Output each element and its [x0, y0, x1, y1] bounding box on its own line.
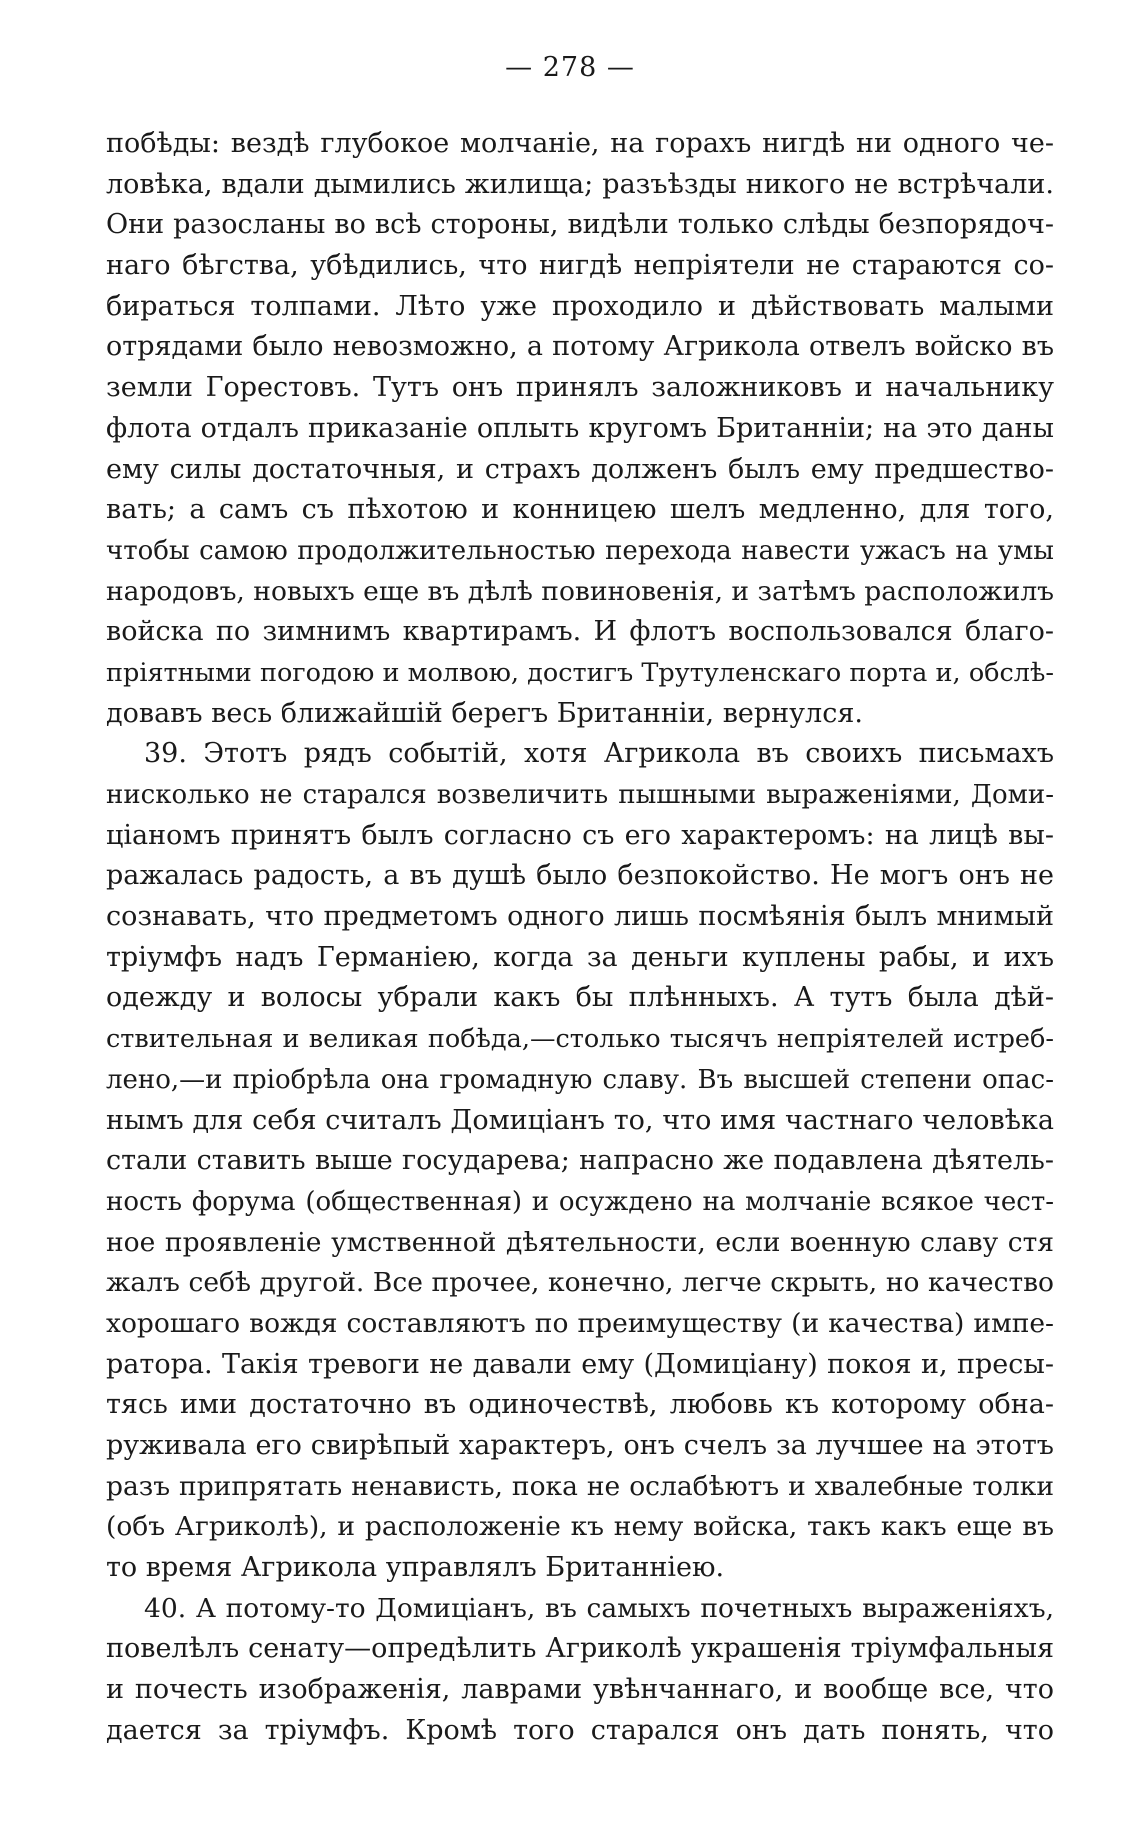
text-line: руживала его свирѣпый характеръ, онъ счелъ за лучшее на этотъ — [106, 1430, 1054, 1461]
text-body — [106, 124, 1054, 1752]
text-line: земли Горестовъ. Тутъ онъ принялъ заложниковъ и начальнику — [106, 372, 1054, 404]
text-line: бираться толпами. Лѣто уже проходило и дѣйствовать малыми — [106, 290, 1054, 322]
text-line: ность форума (общественная) и осуждено на молчаніе всякое чест- — [106, 1186, 1054, 1217]
text-line: ему силы достаточныя, и страхъ долженъ былъ ему предшество- — [106, 453, 1054, 485]
text-line: сознавать, что предметомъ одного лишь посмѣянія былъ мнимый — [106, 901, 1054, 933]
text-line: чтобы самою продолжительностью перехода навести ужасъ на умы — [106, 535, 1054, 566]
text-line: тясь ими достаточно въ одиночествѣ, любовь къ которому обна- — [106, 1389, 1054, 1421]
text-line: то время Агрикола управлялъ Британніею. — [106, 1552, 725, 1584]
text-line: народовъ, новыхъ еще въ дѣлѣ повиновенія, и затѣмъ расположилъ — [106, 575, 1054, 607]
text-line: 39. Этотъ рядъ событій, хотя Агрикола въ своихъ письмахъ — [144, 738, 1054, 770]
text-line: ціаномъ принятъ былъ согласно съ его характеромъ: на лицѣ вы- — [106, 819, 1054, 851]
text-line: ствительная и великая побѣда,—столько тысячъ непріятелей истреб- — [106, 1024, 1054, 1055]
text-line: Они разосланы во всѣ стороны, видѣли только слѣды безпорядоч- — [106, 209, 1054, 241]
text-line: нымъ для себя считалъ Домиціанъ то, что имя частнаго человѣка — [106, 1104, 1054, 1136]
text-line: 40. А потому-то Домиціанъ, въ самыхъ почетныхъ выраженіяхъ, — [144, 1592, 1054, 1624]
text-line: флота отдалъ приказаніе оплыть кругомъ Британніи; на это даны — [106, 412, 1054, 444]
text-line: (объ Агриколѣ), и расположеніе къ нему войска, такъ какъ еще въ — [106, 1511, 1054, 1543]
text-line: ловѣка, вдали дымились жилища; разъѣзды никого не встрѣчали. — [106, 168, 1054, 200]
text-line: ражалась радость, а въ душѣ было безпокойство. Не могъ онъ не — [106, 860, 1054, 892]
text-line: лено,—и пріобрѣла она громадную славу. Въ высшей степени опас- — [106, 1064, 1054, 1095]
text-line: нисколько не старался возвеличить пышными выраженіями, Доми- — [106, 780, 1054, 810]
text-line: тріумфъ надъ Германіею, когда за деньги куплены рабы, и ихъ — [106, 941, 1054, 973]
text-line: жалъ себѣ другой. Все прочее, конечно, легче скрыть, но качество — [106, 1267, 1054, 1299]
text-line: довавъ весь ближайшій берегъ Британніи, вернулся. — [106, 697, 863, 729]
text-line: стали ставить выше государева; напрасно же подавлена дѣятель- — [106, 1145, 1054, 1177]
text-line: разъ припрятать ненависть, пока не ослабѣютъ и хвалебные толки — [106, 1470, 1054, 1502]
text-line: отрядами было невозможно, а потому Агрикола отвелъ войско въ — [106, 331, 1054, 363]
text-line: ное проявленіе умственной дѣятельности, если военную славу стя — [106, 1226, 1054, 1258]
paragraph-40 — [106, 1589, 1054, 1752]
text-line: дается за тріумфъ. Кромѣ того старался онъ дать понять, что — [106, 1714, 1054, 1746]
text-line: ратора. Такія тревоги не давали ему (Домиціану) покоя и, пресы- — [106, 1348, 1054, 1380]
text-line: и почесть изображенія, лаврами увѣнчаннаго, и вообще все, что — [106, 1674, 1054, 1706]
page-number: — 278 — — [505, 52, 635, 83]
text-line: побѣды: вездѣ глубокое молчаніе, на горахъ нигдѣ ни одного че- — [106, 128, 1054, 159]
text-line: пріятными погодою и молвою, достигъ Трутуленскаго порта и, обслѣ- — [106, 657, 1054, 688]
text-line: повелѣлъ сенату—опредѣлить Агриколѣ украшенія тріумфальныя — [106, 1633, 1054, 1665]
text-line: наго бѣгства, убѣдились, что нигдѣ непріятели не стараются со- — [106, 250, 1054, 282]
text-line: хорошаго вождя составляютъ по преимуществу (и качества) импе- — [106, 1307, 1054, 1339]
text-line: одежду и волосы убрали какъ бы плѣнныхъ. А тутъ была дѣй- — [106, 982, 1054, 1014]
text-line: войска по зимнимъ квартирамъ. И флотъ воспользовался благо- — [106, 616, 1054, 648]
text-line: вать; а самъ съ пѣхотою и конницею шелъ медленно, для того, — [106, 494, 1054, 526]
paragraph — [106, 124, 1054, 734]
paragraph-39 — [106, 734, 1054, 1588]
